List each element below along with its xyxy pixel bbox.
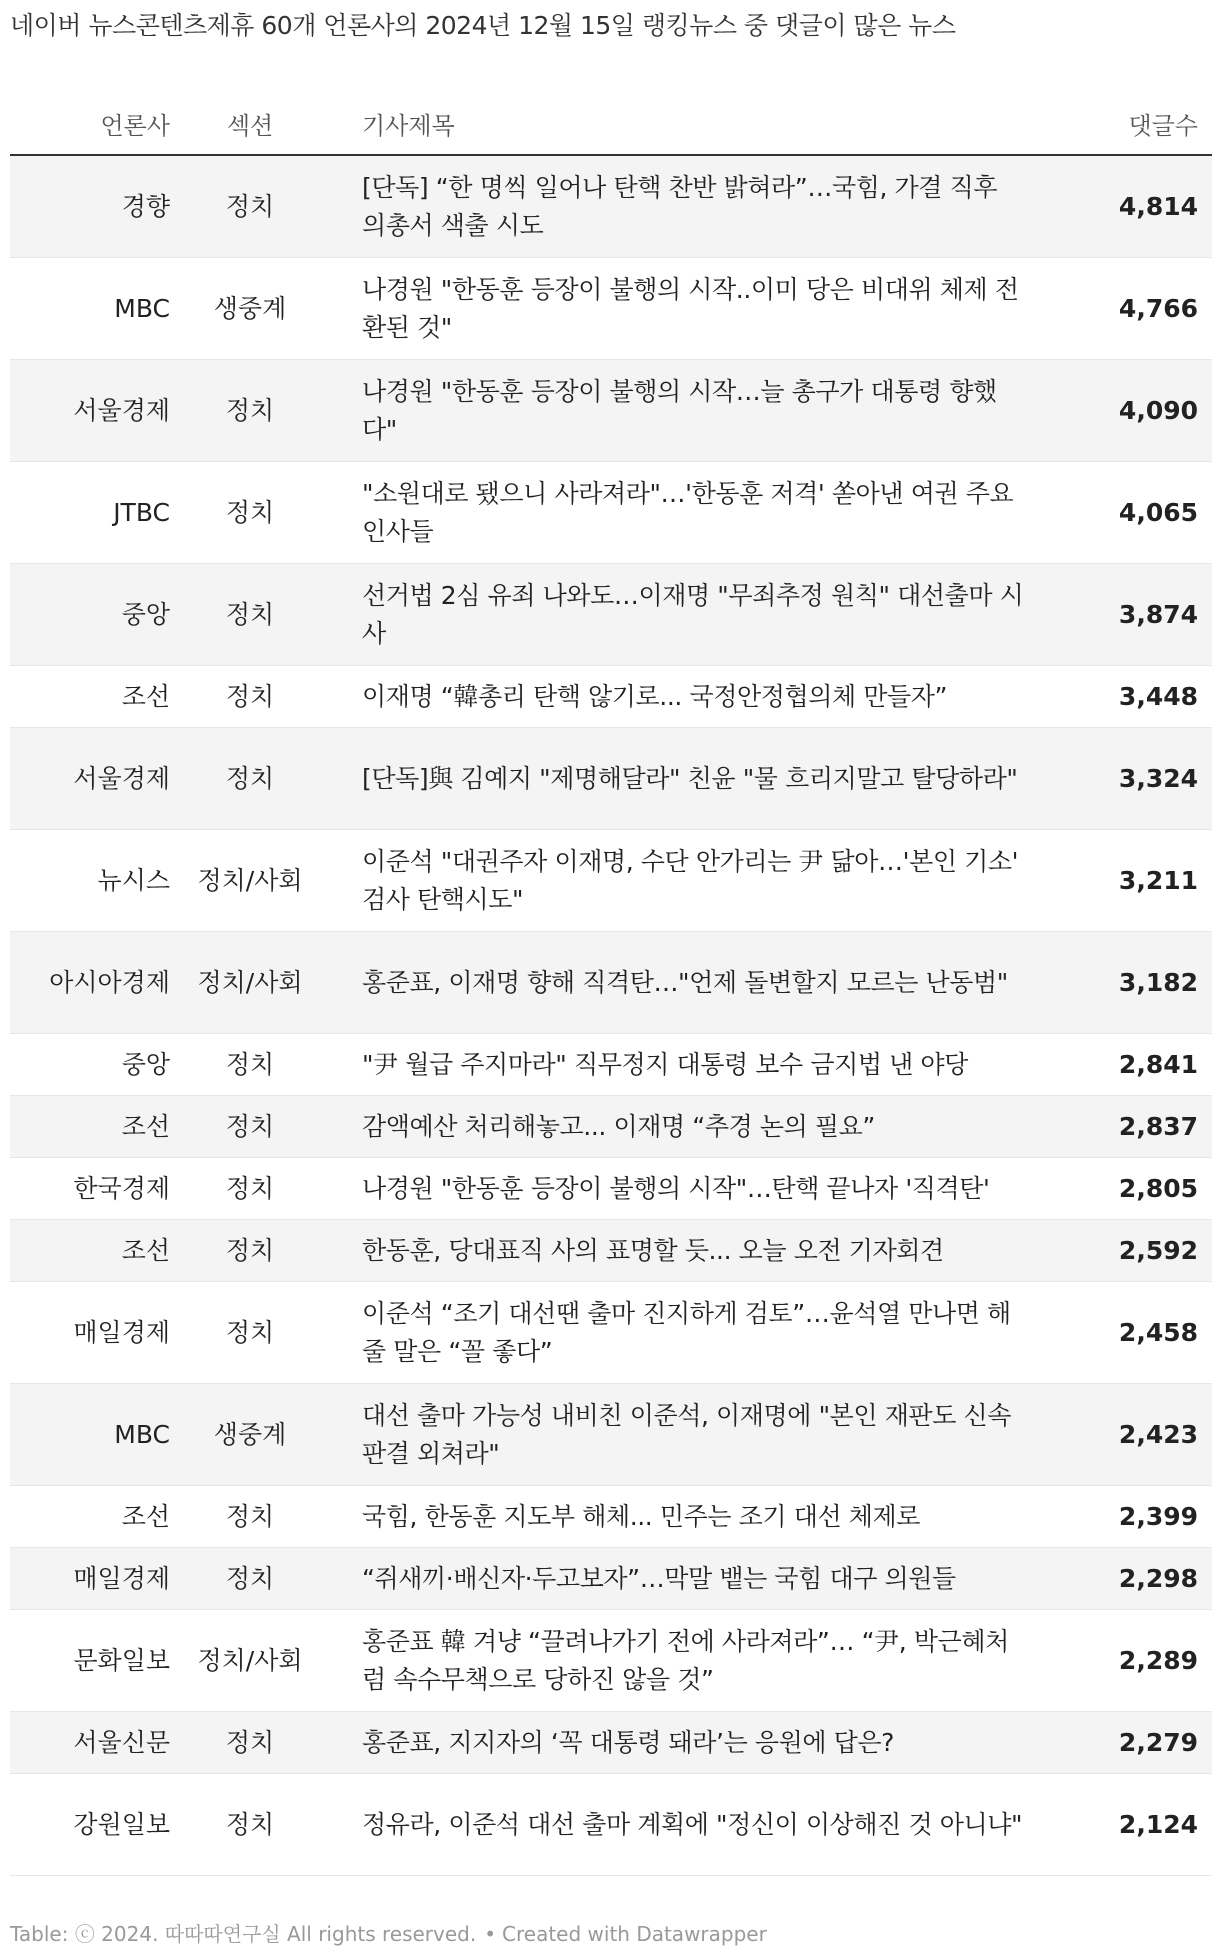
- outlet-cell: 서울경제: [10, 360, 170, 462]
- table-row: [10, 728, 1212, 830]
- column-header-headline: 기사제목: [330, 92, 1050, 155]
- section-cell: 정치: [170, 1096, 330, 1158]
- headline-cell: 나경원 "한동훈 등장이 불행의 시작…늘 총구가 대통령 향했다": [330, 360, 1050, 462]
- outlet-cell: 경향: [10, 155, 170, 258]
- table-row: [10, 1486, 1212, 1548]
- comment-count-cell: 2,399: [1050, 1486, 1212, 1548]
- comment-count-cell: 2,805: [1050, 1158, 1212, 1220]
- table-row: [10, 1158, 1212, 1220]
- headline-cell: 선거법 2심 유죄 나와도…이재명 "무죄추정 원칙" 대선출마 시사: [330, 564, 1050, 666]
- headline-cell: 이준석 “조기 대선땐 출마 진지하게 검토”…윤석열 만나면 해줄 말은 “꼴 좋다”: [330, 1282, 1050, 1384]
- column-header-section: 섹션: [170, 92, 330, 155]
- column-header-outlet: 언론사: [10, 92, 170, 155]
- table-row: [10, 1548, 1212, 1610]
- outlet-cell: MBC: [10, 258, 170, 360]
- headline-cell: 홍준표, 이재명 향해 직격탄…"언제 돌변할지 모르는 난동범": [330, 932, 1050, 1034]
- headline-cell: [단독]與 김예지 "제명해달라" 친윤 "물 흐리지말고 탈당하라": [330, 728, 1050, 830]
- headline-cell: 이재명 “韓총리 탄핵 않기로... 국정안정협의체 만들자”: [330, 666, 1050, 728]
- outlet-cell: 문화일보: [10, 1610, 170, 1712]
- headline-cell: [단독] “한 명씩 일어나 탄핵 찬반 밝혀라”…국힘, 가결 직후 의총서 색출 시도: [330, 155, 1050, 258]
- section-cell: 정치: [170, 1282, 330, 1384]
- section-cell: 정치: [170, 1158, 330, 1220]
- section-cell: 정치: [170, 462, 330, 564]
- comment-count-cell: 2,289: [1050, 1610, 1212, 1712]
- section-cell: 정치: [170, 728, 330, 830]
- outlet-cell: 조선: [10, 1096, 170, 1158]
- section-cell: 정치/사회: [170, 830, 330, 932]
- outlet-cell: 강원일보: [10, 1774, 170, 1876]
- outlet-cell: MBC: [10, 1384, 170, 1486]
- comment-count-cell: 2,841: [1050, 1034, 1212, 1096]
- table-row: [10, 1384, 1212, 1486]
- comment-count-cell: 2,279: [1050, 1712, 1212, 1774]
- comment-count-cell: 3,211: [1050, 830, 1212, 932]
- table-row: [10, 1610, 1212, 1712]
- outlet-cell: 아시아경제: [10, 932, 170, 1034]
- table-row: [10, 360, 1212, 462]
- comment-count-cell: 4,090: [1050, 360, 1212, 462]
- section-cell: 생중계: [170, 258, 330, 360]
- bullet-separator: •: [484, 1922, 497, 1946]
- table-row: [10, 1282, 1212, 1384]
- table-footer: [10, 1918, 767, 1947]
- section-cell: 정치: [170, 360, 330, 462]
- outlet-cell: 중앙: [10, 1034, 170, 1096]
- comment-count-cell: 2,423: [1050, 1384, 1212, 1486]
- table-row: [10, 155, 1212, 258]
- datawrapper-credit-link[interactable]: Created with Datawrapper: [502, 1922, 767, 1946]
- section-cell: 정치: [170, 666, 330, 728]
- headline-cell: 나경원 "한동훈 등장이 불행의 시작"…탄핵 끝나자 '직격탄': [330, 1158, 1050, 1220]
- comment-count-cell: 3,448: [1050, 666, 1212, 728]
- outlet-cell: 조선: [10, 1486, 170, 1548]
- outlet-cell: 조선: [10, 1220, 170, 1282]
- section-cell: 정치: [170, 1712, 330, 1774]
- outlet-cell: JTBC: [10, 462, 170, 564]
- outlet-cell: 뉴시스: [10, 830, 170, 932]
- table-row: [10, 1096, 1212, 1158]
- headline-cell: 홍준표, 지지자의 ‘꼭 대통령 돼라’는 응원에 답은?: [330, 1712, 1050, 1774]
- section-cell: 정치/사회: [170, 932, 330, 1034]
- headline-cell: “쥐새끼·배신자·두고보자”…막말 뱉는 국힘 대구 의원들: [330, 1548, 1050, 1610]
- comment-count-cell: 2,458: [1050, 1282, 1212, 1384]
- headline-cell: "尹 월급 주지마라" 직무정지 대통령 보수 금지법 낸 야당: [330, 1034, 1050, 1096]
- column-header-comments: 댓글수: [1050, 92, 1212, 155]
- table-row: [10, 666, 1212, 728]
- section-cell: 정치: [170, 1486, 330, 1548]
- section-cell: 정치: [170, 155, 330, 258]
- table-row: [10, 564, 1212, 666]
- headline-cell: 홍준표 韓 겨냥 “끌려나가기 전에 사라져라”… “尹, 박근혜처럼 속수무책으로 당하진 않을 것”: [330, 1610, 1050, 1712]
- section-cell: 정치: [170, 1548, 330, 1610]
- comment-count-cell: 3,182: [1050, 932, 1212, 1034]
- comment-count-cell: 4,814: [1050, 155, 1212, 258]
- comment-count-cell: 4,065: [1050, 462, 1212, 564]
- comment-count-cell: 2,837: [1050, 1096, 1212, 1158]
- comments-table-container: [10, 92, 1212, 1876]
- outlet-cell: 매일경제: [10, 1282, 170, 1384]
- headline-cell: 국힘, 한동훈 지도부 해체... 민주는 조기 대선 체제로: [330, 1486, 1050, 1548]
- outlet-cell: 중앙: [10, 564, 170, 666]
- outlet-cell: 매일경제: [10, 1548, 170, 1610]
- comment-count-cell: 4,766: [1050, 258, 1212, 360]
- page-title: 네이버 뉴스콘텐츠제휴 60개 언론사의 2024년 12월 15일 랭킹뉴스 중 댓글이 많은 뉴스: [10, 11, 956, 40]
- table-row: [10, 830, 1212, 932]
- headline-cell: 정유라, 이준석 대선 출마 계획에 "정신이 이상해진 것 아니냐": [330, 1774, 1050, 1876]
- comment-count-cell: 2,592: [1050, 1220, 1212, 1282]
- table-row: [10, 1712, 1212, 1774]
- headline-cell: 한동훈, 당대표직 사의 표명할 듯... 오늘 오전 기자회견: [330, 1220, 1050, 1282]
- table-header-row: [10, 92, 1212, 155]
- outlet-cell: 서울신문: [10, 1712, 170, 1774]
- comment-count-cell: 2,298: [1050, 1548, 1212, 1610]
- table-row: [10, 462, 1212, 564]
- comment-count-cell: 3,324: [1050, 728, 1212, 830]
- headline-cell: 감액예산 처리해놓고... 이재명 “추경 논의 필요”: [330, 1096, 1050, 1158]
- section-cell: 정치: [170, 1774, 330, 1876]
- section-cell: 정치: [170, 564, 330, 666]
- headline-cell: 나경원 "한동훈 등장이 불행의 시작..이미 당은 비대위 체제 전환된 것": [330, 258, 1050, 360]
- section-cell: 생중계: [170, 1384, 330, 1486]
- table-row: [10, 258, 1212, 360]
- section-cell: 정치: [170, 1034, 330, 1096]
- comments-table: [10, 92, 1212, 1876]
- comment-count-cell: 3,874: [1050, 564, 1212, 666]
- section-cell: 정치/사회: [170, 1610, 330, 1712]
- outlet-cell: 한국경제: [10, 1158, 170, 1220]
- table-row: [10, 932, 1212, 1034]
- table-row: [10, 1220, 1212, 1282]
- headline-cell: 대선 출마 가능성 내비친 이준석, 이재명에 "본인 재판도 신속 판결 외쳐라": [330, 1384, 1050, 1486]
- headline-cell: 이준석 "대권주자 이재명, 수단 안가리는 尹 닮아…'본인 기소' 검사 탄핵시도": [330, 830, 1050, 932]
- headline-cell: "소원대로 됐으니 사라져라"…'한동훈 저격' 쏟아낸 여권 주요인사들: [330, 462, 1050, 564]
- outlet-cell: 조선: [10, 666, 170, 728]
- table-row: [10, 1034, 1212, 1096]
- section-cell: 정치: [170, 1220, 330, 1282]
- comment-count-cell: 2,124: [1050, 1774, 1212, 1876]
- table-row: [10, 1774, 1212, 1876]
- outlet-cell: 서울경제: [10, 728, 170, 830]
- copyright-note: Table: ⓒ 2024. 따따따연구실 All rights reserved.: [10, 1922, 477, 1946]
